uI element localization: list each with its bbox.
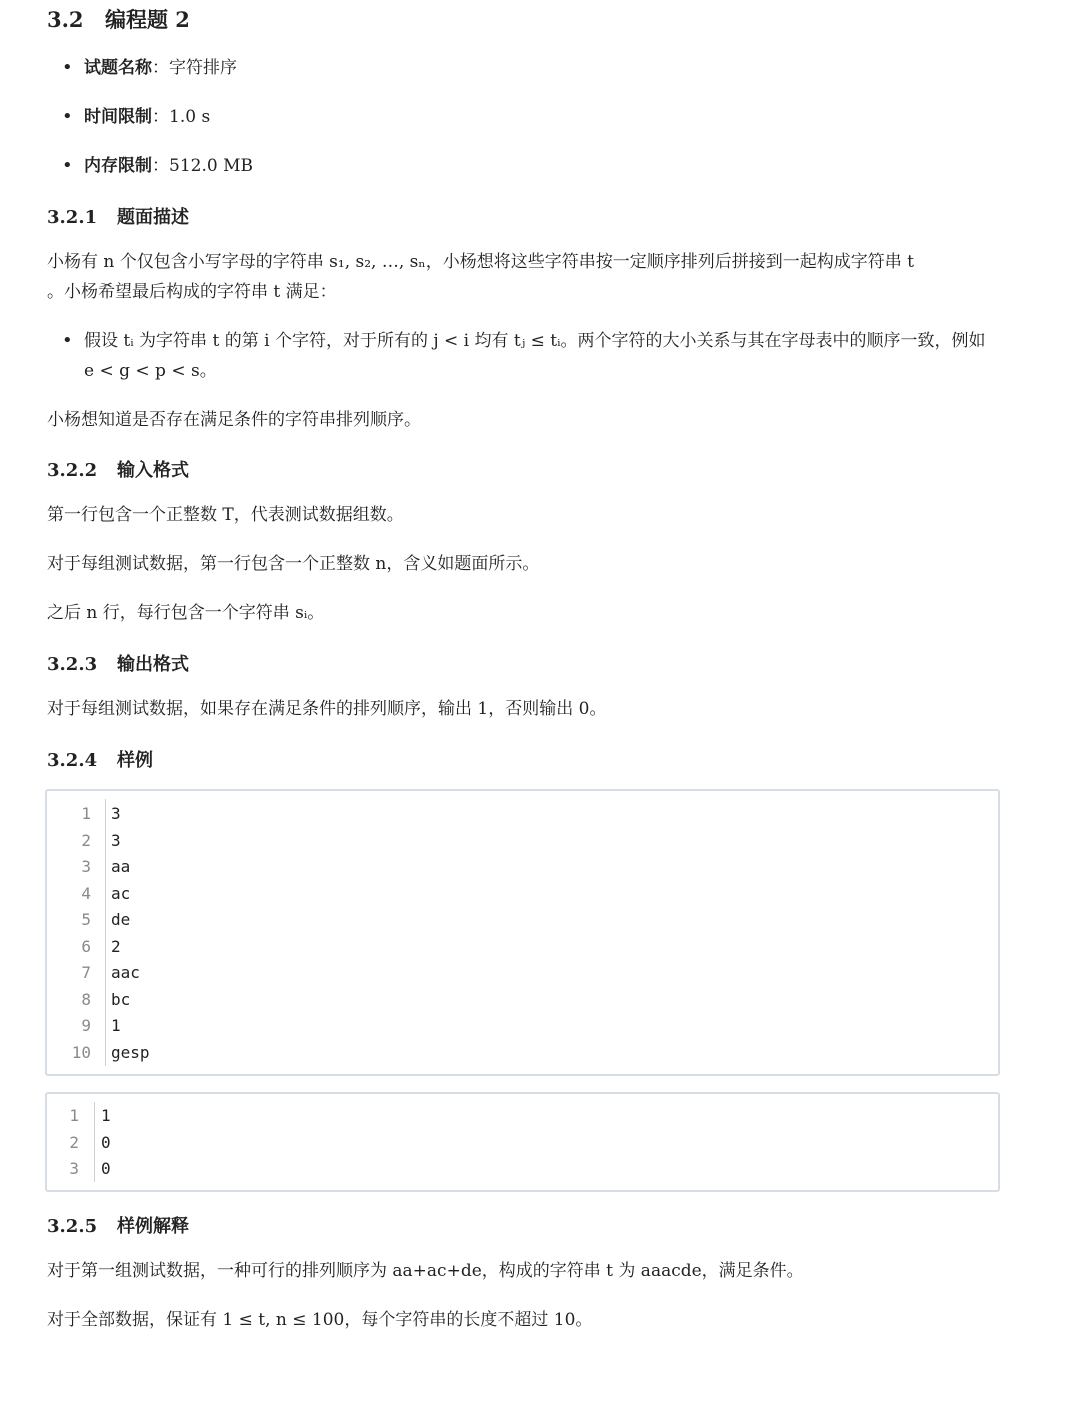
- meta-item-time: • 时间限制：1.0 s: [62, 103, 253, 152]
- desc-bullet: • 假设 tᵢ 为字符串 t 的第 i 个字符，对于所有的 j < i 均有 tⱼ ≤ tᵢ。两个字符的大小关系与其在字母表中的顺序一致，例如 e < g < p < s。: [62, 326, 997, 386]
- code-line: 2 3: [81, 830, 121, 850]
- code-line: 4 ac: [81, 883, 131, 903]
- code-line: 3 0: [69, 1159, 111, 1178]
- code-line: 5 de: [81, 910, 131, 929]
- desc-bullet-list: [62, 326, 997, 386]
- code-lines: [47, 1103, 998, 1183]
- sample-input-code-block[interactable]: [45, 789, 1000, 1076]
- code-line: 8 bc: [81, 989, 131, 1009]
- sample-output-code-block[interactable]: [45, 1092, 1000, 1192]
- input-paragraph-3: 之后 n 行，每行包含一个字符串 sᵢ。: [47, 603, 325, 623]
- code-line: 7 aac: [81, 963, 140, 982]
- meta-list: [62, 54, 253, 201]
- desc-paragraph-2: 小杨想知道是否存在满足条件的字符串排列顺序。: [47, 410, 421, 430]
- input-paragraph-1: 第一行包含一个正整数 T，代表测试数据组数。: [47, 505, 404, 525]
- code-line: 6 2: [81, 936, 121, 956]
- code-lines: [47, 801, 998, 1066]
- code-line: 9 1: [81, 1016, 121, 1035]
- meta-item-name: • 试题名称：字符排序: [62, 54, 253, 103]
- code-line: 2 0: [69, 1132, 111, 1152]
- code-line: 3 aa: [81, 857, 131, 876]
- input-heading: 3.2.2 输入格式: [47, 460, 189, 481]
- output-paragraph: 对于每组测试数据，如果存在满足条件的排列顺序，输出 1，否则输出 0。: [47, 699, 607, 719]
- explain-paragraph-1: 对于第一组测试数据，一种可行的排列顺序为 aa+ac+de，构成的字符串 t 为 aaacde，满足条件。: [47, 1261, 804, 1281]
- section-heading: [47, 4, 190, 34]
- sample-heading: 3.2.4 样例: [47, 750, 153, 771]
- code-line: 10 gesp: [71, 1042, 150, 1062]
- code-line: 1 1: [69, 1106, 111, 1125]
- input-paragraph-2: 对于每组测试数据，第一行包含一个正整数 n，含义如题面所示。: [47, 554, 540, 574]
- desc-heading: 3.2.1 题面描述: [47, 207, 189, 228]
- section-number: 3.2: [47, 7, 84, 32]
- meta-item-memory: • 内存限制：512.0 MB: [62, 152, 253, 201]
- section-title: 编程题 2: [105, 7, 190, 32]
- explain-paragraph-2: 对于全部数据，保证有 1 ≤ t, n ≤ 100，每个字符串的长度不超过 10。: [47, 1310, 593, 1330]
- explain-heading: 3.2.5 样例解释: [47, 1216, 189, 1237]
- desc-paragraph-1: 小杨有 n 个仅包含小写字母的字符串 s₁, s₂, …, sₙ，小杨想将这些字符串按一定顺序排列后拼接到一起构成字符串 t 。小杨希望最后构成的字符串 t 满足：: [47, 252, 914, 302]
- output-heading: 3.2.3 输出格式: [47, 654, 189, 675]
- code-line: 1 3: [81, 804, 121, 823]
